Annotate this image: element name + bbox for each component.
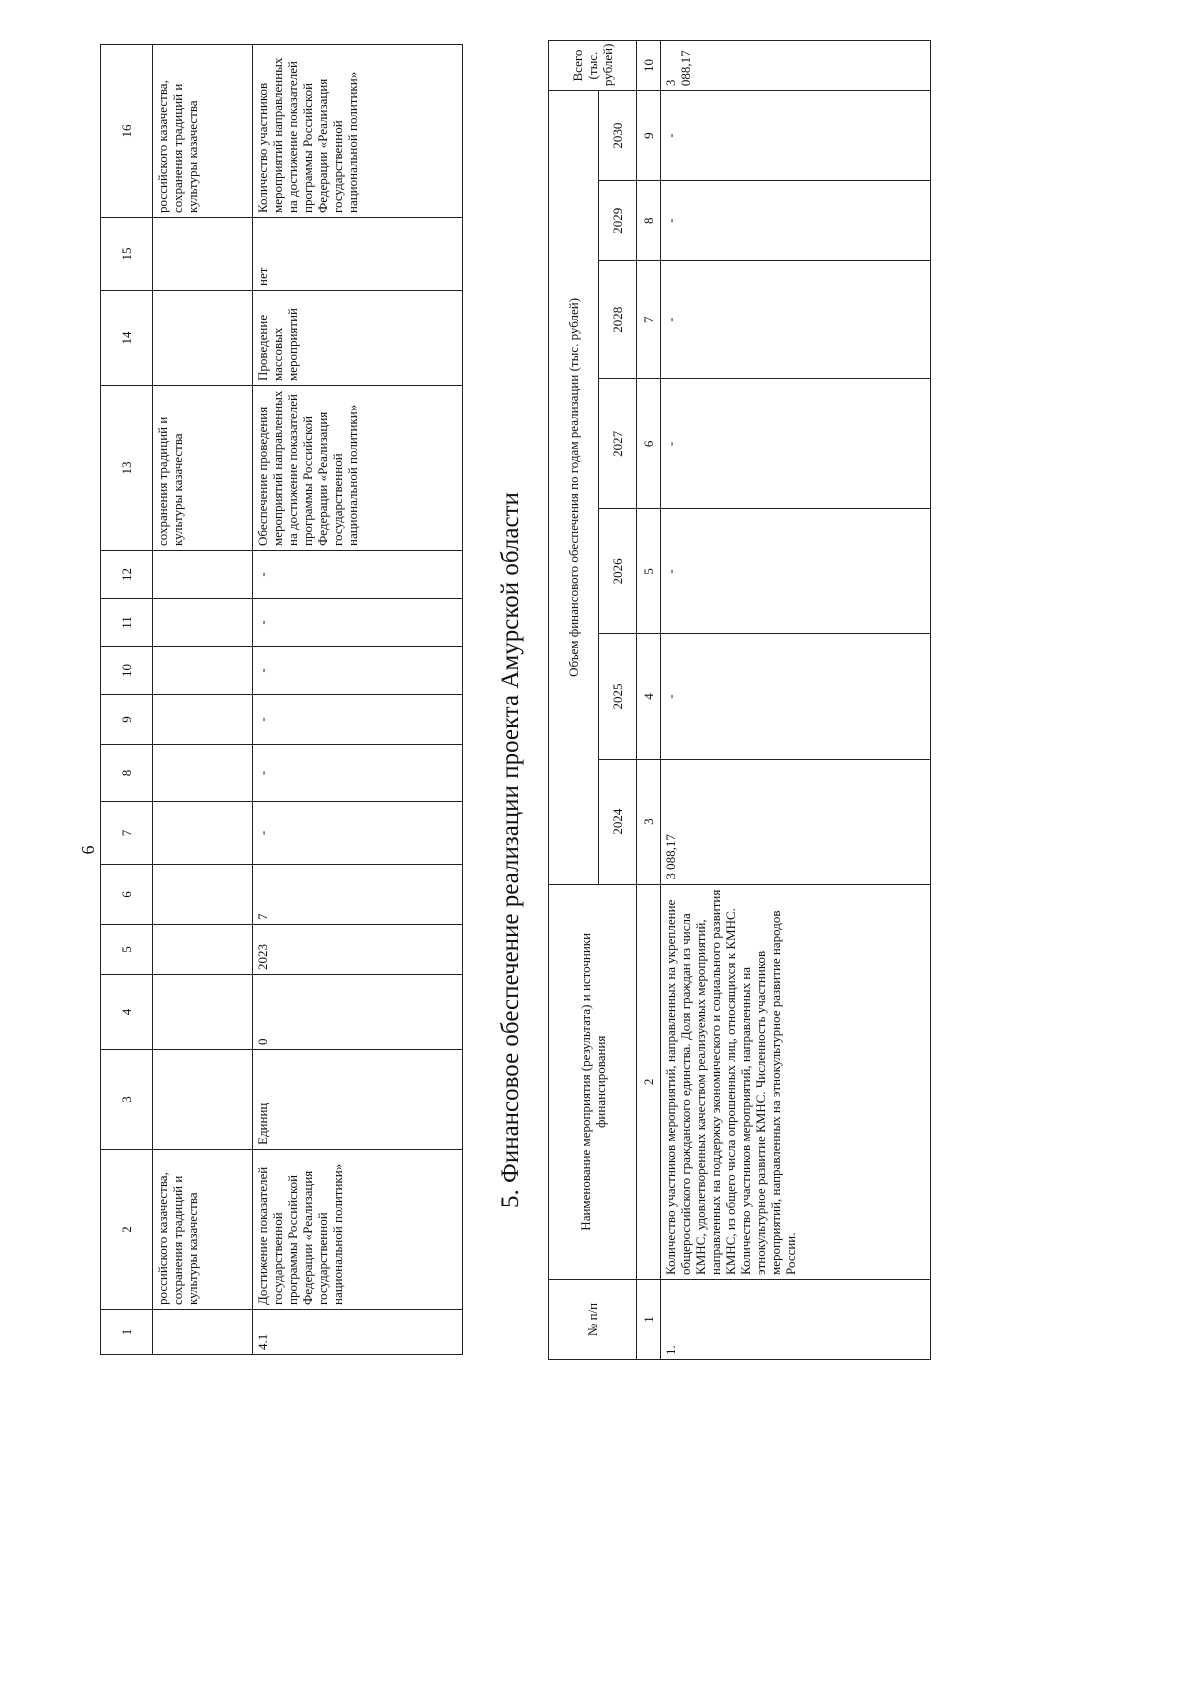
finance-table: [548, 40, 931, 1360]
cell-value: -: [253, 802, 463, 865]
table-row: [661, 41, 931, 1360]
header-cell: 10: [101, 647, 153, 695]
cell-num: [153, 1310, 253, 1355]
cell: [153, 865, 253, 925]
cell: [153, 1050, 253, 1150]
header-cell: 14: [101, 291, 153, 386]
col-number: 7: [637, 261, 661, 379]
header-cell: 11: [101, 599, 153, 647]
cell-text: нет: [253, 218, 463, 291]
cell: [153, 975, 253, 1050]
top-table: [100, 44, 463, 1355]
cell-name: российского казачества, сохранения традиций и культуры казачества: [153, 1150, 253, 1310]
header-cell: 8: [101, 745, 153, 802]
header-name: Наименование мероприятия (результата) и источники финансирования: [549, 884, 637, 1279]
cell: [153, 551, 253, 599]
section-title: 5. Финансовое обеспечение реализации проекта Амурской области: [497, 492, 524, 1208]
header-cell: 9: [101, 695, 153, 745]
cell-value: -: [253, 647, 463, 695]
row-value-2029: -: [661, 181, 931, 261]
cell: [153, 291, 253, 386]
cell-text: российского казачества, сохранения традиций и культуры казачества: [153, 45, 253, 218]
header-cell: 4: [101, 975, 153, 1050]
row-num: 1.: [661, 1279, 931, 1359]
cell: [153, 599, 253, 647]
header-cell: 15: [101, 218, 153, 291]
col-number: 6: [637, 379, 661, 509]
header-year: 2026: [599, 509, 637, 634]
col-number: 4: [637, 634, 661, 759]
cell: [153, 925, 253, 975]
col-number: 10: [637, 41, 661, 91]
cell-value: -: [253, 551, 463, 599]
cell-text: Количество участников мероприятий направленных на достижение показателей программы Российской Федерации «Реализация государственной национальной политики»: [253, 45, 463, 218]
cell: [153, 802, 253, 865]
row-value-2024: 3 088,17: [661, 759, 931, 884]
header-year: 2024: [599, 759, 637, 884]
row-value-2027: -: [661, 379, 931, 509]
cell: [153, 647, 253, 695]
finance-header-row: [549, 41, 599, 1360]
cell: [153, 695, 253, 745]
header-cell: 2: [101, 1150, 153, 1310]
header-total: Всего (тыс. рублей): [549, 41, 637, 91]
header-num: № п/п: [549, 1279, 637, 1359]
cell-text: Проведение массовых мероприятий: [253, 291, 463, 386]
row-value-2030: -: [661, 91, 931, 181]
row-value-2025: -: [661, 634, 931, 759]
header-cell: 16: [101, 45, 153, 218]
row-name: Количество участников мероприятий, направленных на укрепление общероссийского гражданского единства. Доля граждан из числа КМНС, удовлетворенных качеством реализуемых мероприятий, направленных на поддержку экономического и социального развития КМНС, из общего числа опрошенных лиц, относящихся к КМНС. Количество участников мероприятий, направленных на этнокультурное развитие КМНС. Численность участников мероприятий, направленных на этнокультурное развитие народов России.: [661, 884, 931, 1279]
table-row: [253, 45, 463, 1355]
top-table-header-row: [101, 45, 153, 1355]
cell-num: 4.1: [253, 1310, 463, 1355]
header-cell: 7: [101, 802, 153, 865]
table-row: [153, 45, 253, 1355]
finance-colnum-row: [637, 41, 661, 1360]
col-number: 3: [637, 759, 661, 884]
col-number: 8: [637, 181, 661, 261]
header-cell: 6: [101, 865, 153, 925]
cell-value: -: [253, 745, 463, 802]
row-value-2028: -: [661, 261, 931, 379]
col-number: 9: [637, 91, 661, 181]
header-cell: 5: [101, 925, 153, 975]
header-volume: Объем финансового обеспечения по годам реализации (тыс. рублей): [549, 91, 599, 885]
page-number: 6: [78, 845, 98, 855]
header-year: 2029: [599, 181, 637, 261]
col-number: 5: [637, 509, 661, 634]
header-year: 2030: [599, 91, 637, 181]
row-value-2026: -: [661, 509, 931, 634]
header-cell: 3: [101, 1050, 153, 1150]
cell-text: сохранения традиций и культуры казачества: [153, 386, 253, 551]
header-year: 2028: [599, 261, 637, 379]
cell-name: Достижение показателей государственной программы Российской Федерации «Реализация государственной национальной политики»: [253, 1150, 463, 1310]
header-cell: 1: [101, 1310, 153, 1355]
col-number: 1: [637, 1279, 661, 1359]
header-cell: 13: [101, 386, 153, 551]
header-cell: 12: [101, 551, 153, 599]
cell-base-year: 2023: [253, 925, 463, 975]
col-number: 2: [637, 884, 661, 1279]
cell-unit: Единиц: [253, 1050, 463, 1150]
cell: [153, 745, 253, 802]
cell-value: -: [253, 599, 463, 647]
cell: [153, 218, 253, 291]
row-total: 3 088,17: [661, 41, 931, 91]
cell-base-value: 0: [253, 975, 463, 1050]
header-year: 2027: [599, 379, 637, 509]
cell-text: Обеспечение проведения мероприятий направленных на достижение показателей программы Российской Федерации «Реализация государственной национальной политики»: [253, 386, 463, 551]
cell-value: 7: [253, 865, 463, 925]
header-year: 2025: [599, 634, 637, 759]
cell-value: -: [253, 695, 463, 745]
